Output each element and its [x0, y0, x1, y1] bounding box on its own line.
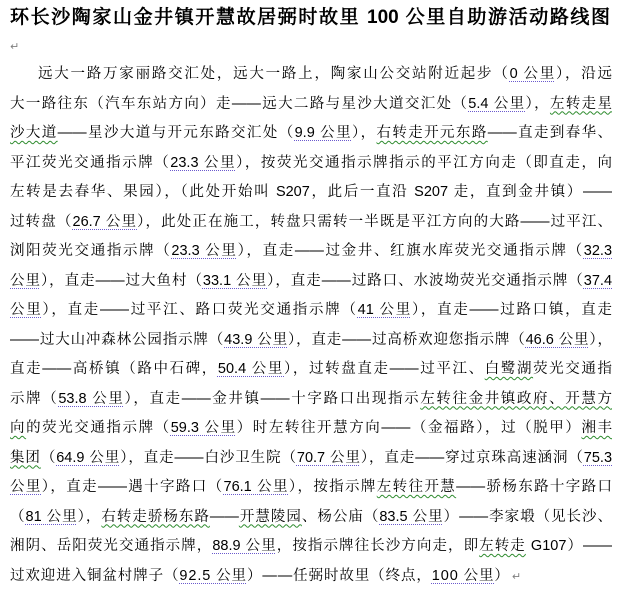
text-run: ），: [589, 331, 612, 348]
distance-text: 92.5 公里: [179, 567, 247, 584]
text-run: ），沿远: [555, 66, 612, 82]
text-run: ），直走——金井镇——十字路口出现指示: [124, 390, 421, 407]
distance-text: 37.4: [583, 272, 612, 289]
grammar-flagged-text: 右转走骄杨东路: [101, 508, 210, 525]
text-run: ），: [525, 95, 550, 112]
distance-text: 9.9 公里: [294, 125, 352, 141]
text-run: 过欢迎进入铜盆村牌子（: [10, 567, 180, 584]
distance-text: 50.4 公里: [217, 361, 285, 377]
text-run: 荧光交通指: [533, 361, 612, 377]
grammar-flagged-text: 左转往金井镇政府、开慧方: [420, 390, 612, 407]
text-run: ），直走——过平江、路口荧光交通指示牌（: [42, 302, 358, 318]
distance-text: 32.3: [583, 243, 612, 259]
paragraph-line: [10, 355, 612, 385]
grammar-flagged-text: 左转往开慧: [376, 479, 457, 495]
paragraph-mark-icon: ↵: [10, 40, 20, 53]
paragraph-line: [10, 532, 612, 562]
text-run: 湘阴、岳阳荧光交通指示牌，: [10, 538, 213, 554]
text-run: ——星沙大道与开元东路交汇处（: [57, 125, 295, 141]
distance-text: 75.3: [583, 449, 612, 466]
distance-text: 88.9 公里: [212, 538, 277, 554]
text-run: ），过转盘直走——过平江、: [284, 361, 485, 377]
text-run: 大一路往东（汽车东站方向）走——远大二路与星沙大道交汇处（: [10, 95, 469, 112]
distance-text: 0 公里: [509, 66, 556, 82]
distance-text: 100 公里: [431, 567, 495, 584]
distance-text: 46.6 公里: [525, 331, 590, 348]
grammar-flagged-text: 白鹭湖: [484, 361, 534, 377]
paragraph-line: [10, 414, 612, 444]
distance-text: 59.3 公里: [170, 420, 237, 436]
text-run: ）——任弼时故里（终点，: [246, 567, 432, 584]
grammar-flagged-text: 向: [10, 420, 27, 436]
text-run: ），直走——遇十字路口（: [41, 479, 224, 495]
distance-text: 26.7 公里: [72, 213, 138, 230]
grammar-flagged-text: 集团: [10, 449, 41, 466]
distance-text: 23.3 公里: [171, 243, 238, 259]
grammar-flagged-text: 右转走开元东路: [376, 125, 488, 141]
paragraph-line: [10, 90, 612, 120]
distance-text: 64.9 公里: [56, 449, 121, 466]
distance-text: 83.5 公里: [379, 508, 444, 525]
text-run: ——: [209, 508, 239, 525]
paragraph-line: [10, 385, 612, 415]
text-run: 浏阳荧光交通指示牌（: [10, 243, 172, 259]
text-run: ），: [351, 125, 377, 141]
text-run: ），直走——穿过京珠高速涵洞（: [360, 449, 584, 466]
text-run: ），直走——过金井、红旗水库荧光交通指示牌（: [237, 243, 584, 259]
text-run: 示牌（: [10, 390, 59, 407]
distance-text: 76.1 公里: [223, 479, 289, 495]
distance-text: 23.3 公里: [170, 154, 237, 171]
text-run: ——直走到春华、: [487, 125, 612, 141]
distance-text: 43.9 公里: [224, 331, 288, 348]
text-run: ），直走——过大鱼村（: [40, 272, 203, 289]
text-run: 过转盘（: [10, 213, 73, 230]
text-run: ）: [494, 567, 510, 584]
route-paragraph[interactable]: [10, 60, 612, 591]
text-run: ——过大山冲森林公园指示牌（: [10, 331, 225, 348]
paragraph-end-mark-icon: ↵: [511, 569, 522, 583]
text-run: 左转是去春华、果园），（此处开始叫 S207，此后一直沿 S207 走，直到金井镇）——: [10, 184, 612, 200]
distance-text: 公里: [10, 479, 42, 495]
text-run: ）——李家塅（见长沙、: [443, 508, 612, 525]
distance-text: 41 公里: [357, 302, 412, 318]
text-run: ），此处正在施工，转盘只需转一半既是平江方向的大路——过平江、: [137, 213, 612, 230]
text-run: ），按荧光交通指示牌指示的平江方向走（即直走，向: [236, 154, 612, 171]
text-run: （: [40, 449, 57, 466]
distance-text: 公里: [10, 272, 41, 289]
text-run: ——骄杨东路十字路口: [456, 479, 612, 495]
distance-text: 53.8 公里: [58, 390, 125, 407]
text-run: ），直走——过高桥欢迎您指示牌（: [287, 331, 526, 348]
distance-text: 70.7 公里: [296, 449, 361, 466]
grammar-flagged-text: 湘丰: [581, 420, 612, 436]
grammar-flagged-text: 左转走星: [549, 95, 612, 112]
text-run: ），按指示牌: [288, 479, 377, 495]
distance-text: 5.4 公里: [468, 95, 526, 112]
paragraph-line: [10, 149, 612, 179]
text-run: 直走——高桥镇（路中石碑，: [10, 361, 218, 377]
distance-text: 33.1 公里: [202, 272, 268, 289]
paragraph-line: [10, 208, 612, 238]
document-title: 环长沙陶家山金井镇开慧故居弼时故里 100 公里自助游活动路线图: [10, 7, 610, 28]
paragraph-line: [10, 237, 612, 267]
text-run: 远大一路万家丽路交汇处，远大一路上，陶家山公交站附近起步（: [38, 66, 510, 82]
text-run: （: [10, 508, 26, 525]
distance-text: 81 公里: [25, 508, 78, 525]
paragraph-line: [10, 473, 612, 503]
text-run: G107）——: [525, 538, 612, 554]
text-run: ，按指示牌往长沙方向走，即: [276, 538, 480, 554]
paragraph-line: [10, 562, 612, 592]
grammar-flagged-text: 左转走: [479, 538, 526, 554]
paragraph-line: [10, 119, 612, 149]
paragraph-line: [10, 503, 612, 533]
text-run: ），直走——过路口、水波坳荧光交通指示牌（: [267, 272, 584, 289]
paragraph-line: [10, 60, 612, 90]
paragraph-line: [10, 178, 612, 208]
text-run: ），直走——白沙卫生院（: [120, 449, 297, 466]
text-run: 、杨公庙（: [301, 508, 380, 525]
paragraph-line: [10, 444, 612, 474]
paragraph-line: [10, 296, 612, 326]
text-run: 平江荧光交通指示牌（: [10, 154, 171, 171]
text-run: ），直走——过路口镇，直走: [411, 302, 612, 318]
text-run: ）时左转往开慧方向——（金福路），过（脱甲）: [236, 420, 582, 436]
distance-text: 公里: [10, 302, 43, 318]
text-run: 的荧光交通指示牌（: [26, 420, 171, 436]
grammar-flagged-text: 开慧陵园: [238, 508, 302, 525]
grammar-flagged-text: 沙大道: [10, 125, 58, 141]
paragraph-line: [10, 326, 612, 356]
paragraph-line: [10, 267, 612, 297]
text-run: ），: [77, 508, 102, 525]
